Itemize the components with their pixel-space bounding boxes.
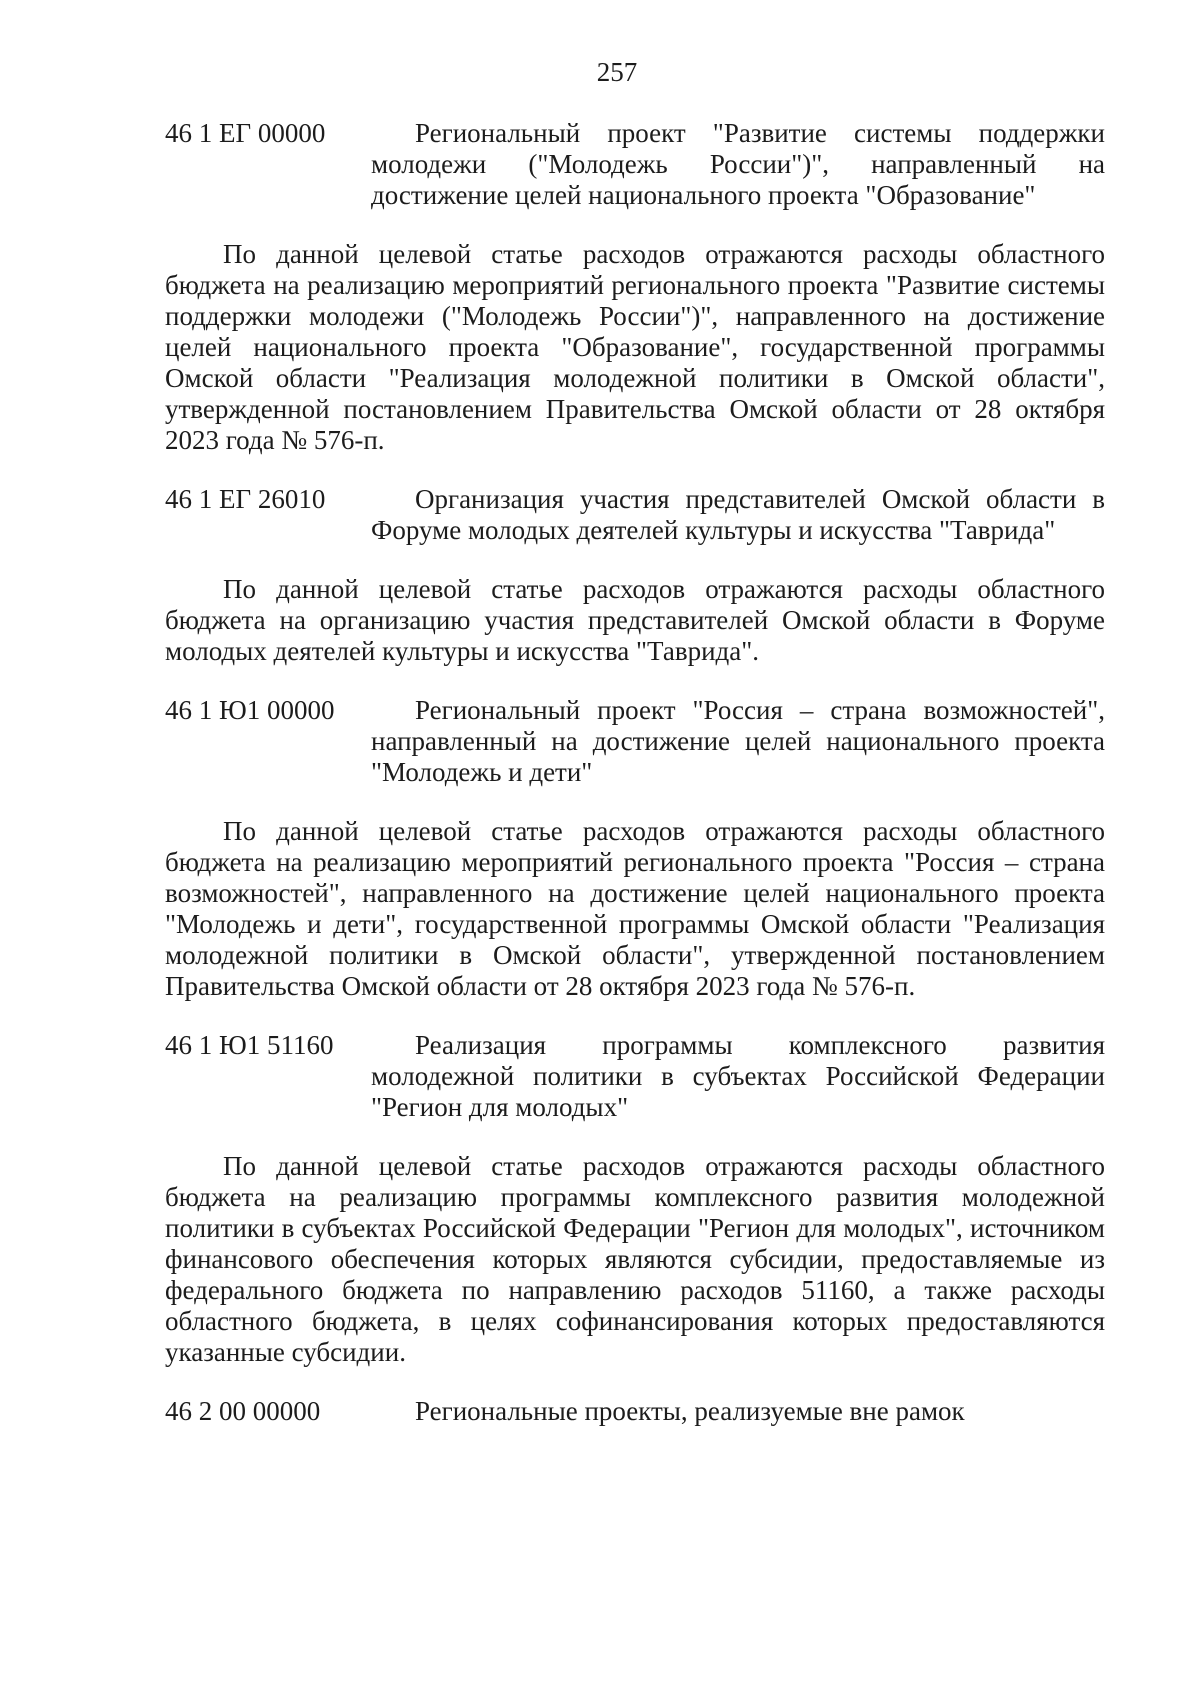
budget-entry <box>165 118 1105 211</box>
budget-item-description: По данной целевой статье расходов отражаются расходы областного бюджета на реализацию мероприятий регионального проекта "Россия – страна возможностей", направленного на достижение целей национального проекта "Молодежь и дети", государственной программы Омской области "Реализация молодежной политики в Омской области", утвержденной постановлением Правительства Омской области от 28 октября 2023 года № 576-п. <box>165 816 1105 1001</box>
budget-code: 46 1 Ю1 51160 <box>165 1030 334 1060</box>
document-body <box>165 118 1105 1427</box>
budget-code: 46 1 ЕГ 00000 <box>165 118 326 148</box>
budget-entry <box>165 1396 1105 1427</box>
budget-entry <box>165 484 1105 546</box>
budget-code: 46 1 ЕГ 26010 <box>165 484 326 514</box>
budget-code: 46 2 00 00000 <box>165 1396 321 1426</box>
budget-entry <box>165 695 1105 788</box>
budget-item-description: По данной целевой статье расходов отражаются расходы областного бюджета на реализацию мероприятий регионального проекта "Развитие системы поддержки молодежи ("Молодежь России")", направленного на достижение целей национального проекта "Образование", государственной программы Омской области "Реализация молодежной политики в Омской области", утвержденной постановлением Правительства Омской области от 28 октября 2023 года № 576-п. <box>165 239 1105 455</box>
page-number: 257 <box>596 57 638 87</box>
budget-item-title: Региональный проект "Развитие системы поддержки молодежи ("Молодежь России")", направленный на достижение целей национального проекта "Образование" <box>371 118 1105 210</box>
budget-item-title: Региональный проект "Россия – страна возможностей", направленный на достижение целей национального проекта "Молодежь и дети" <box>371 695 1105 787</box>
budget-item-title: Организация участия представителей Омской области в Форуме молодых деятелей культуры и искусства "Таврида" <box>371 484 1105 545</box>
budget-entry <box>165 1030 1105 1123</box>
budget-item-description: По данной целевой статье расходов отражаются расходы областного бюджета на организацию участия представителей Омской области в Форуме молодых деятелей культуры и искусства "Таврида". <box>165 574 1105 666</box>
budget-item-title: Региональные проекты, реализуемые вне рамок <box>415 1396 965 1426</box>
budget-code: 46 1 Ю1 00000 <box>165 695 335 725</box>
budget-item-description: По данной целевой статье расходов отражаются расходы областного бюджета на реализацию программы комплексного развития молодежной политики в субъектах Российской Федерации "Регион для молодых", источником финансового обеспечения которых являются субсидии, предоставляемые из федерального бюджета по направлению расходов 51160, а также расходы областного бюджета, в целях софинансирования которых предоставляются указанные субсидии. <box>165 1151 1105 1367</box>
budget-item-title: Реализация программы комплексного развития молодежной политики в субъектах Российской Федерации "Регион для молодых" <box>371 1030 1105 1122</box>
